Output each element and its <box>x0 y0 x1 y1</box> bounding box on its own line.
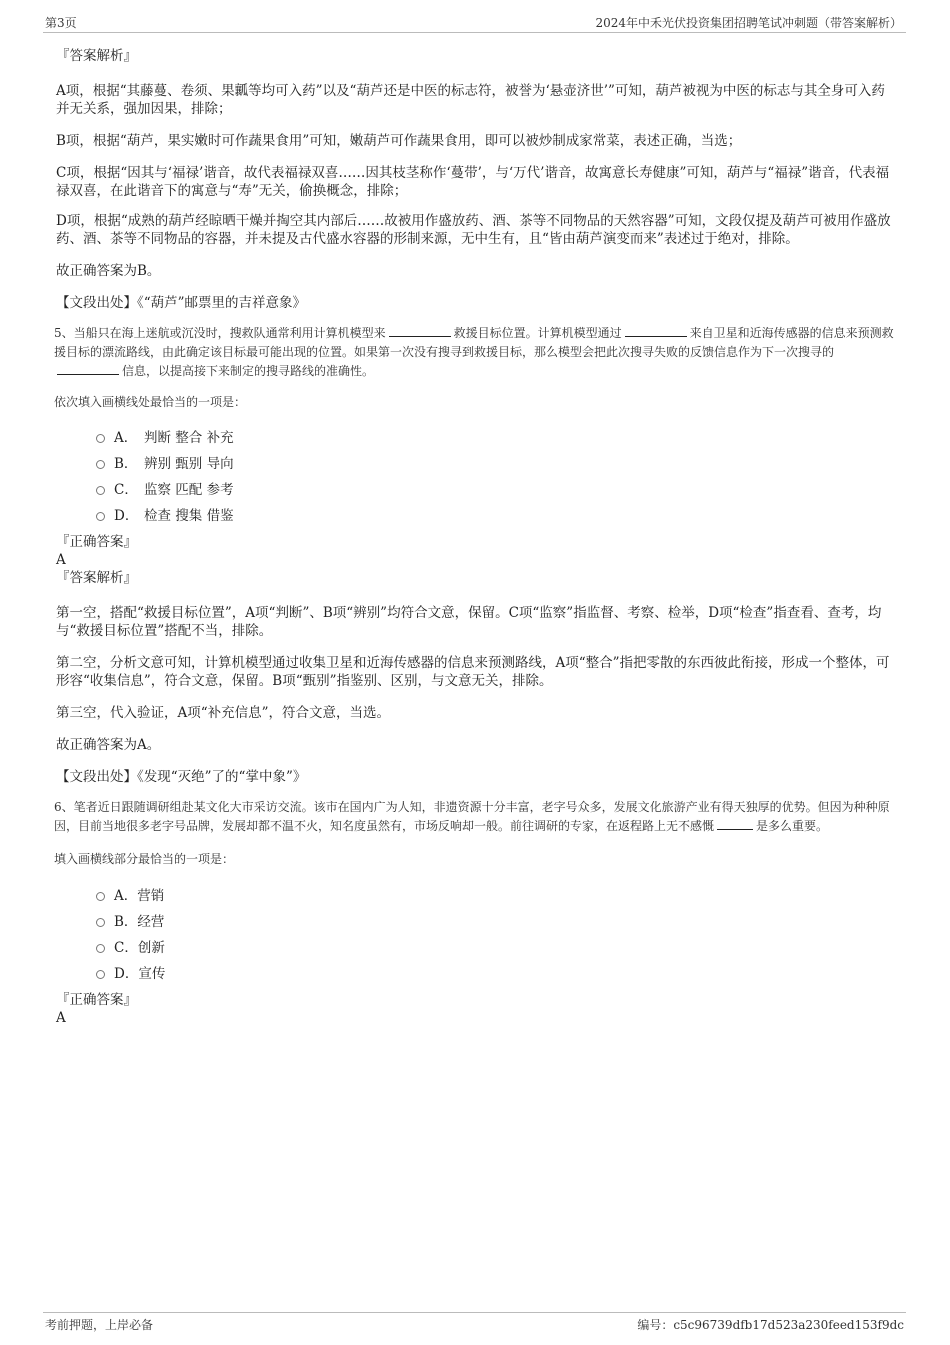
q6-option-b[interactable] <box>96 909 896 935</box>
option-text: 辨别 甄别 导向 <box>144 456 234 472</box>
q6-option-a[interactable] <box>96 883 896 909</box>
document-body <box>56 44 896 1027</box>
page-footer <box>43 1312 906 1333</box>
q5-blank-2 <box>625 324 687 337</box>
option-text: 判断 整合 补充 <box>144 430 234 446</box>
q5-stem-part-4: 信息，以提高接下来制定的搜寻路线的准确性。 <box>122 364 375 378</box>
option-letter: B． <box>114 456 138 472</box>
q6-blank <box>717 817 753 830</box>
page-number: 第3页 <box>45 16 77 30</box>
q5-analysis-3: 第三空，代入验证，A项“补充信息”，符合文意，当选。 <box>56 705 391 721</box>
q5-option-a[interactable] <box>96 425 896 451</box>
q6-option-d[interactable] <box>96 961 896 987</box>
q5-option-d[interactable] <box>96 503 896 529</box>
radio-icon[interactable] <box>96 486 105 495</box>
q5-stem-part-2: 救援目标位置。计算机模型通过 <box>453 326 622 340</box>
q6-answer: A <box>56 1010 66 1026</box>
q6-answer-tag: 『正确答案』 <box>56 992 137 1008</box>
option-text: 创新 <box>137 940 165 956</box>
radio-icon[interactable] <box>96 434 105 443</box>
q5-analysis-1: 第一空，搭配“救援目标位置”，A项“判断”、B项“辨别”均符合文意，保留。C项“监察”指监督、考察、检举，D项“检查”指查看、查考，均与“救援目标位置”搭配不当，排除。 <box>56 605 882 639</box>
option-text: 营销 <box>137 888 165 904</box>
q5-conclusion: 故正确答案为A。 <box>56 737 161 753</box>
option-letter: C． <box>114 482 138 498</box>
q4-analysis-b: B项，根据“葫芦，果实嫩时可作蔬果食用”可知，嫩葫芦可作蔬果食用，即可以被炒制成家常菜，表述正确，当选； <box>56 133 742 149</box>
q6-stem <box>54 798 896 836</box>
option-text: 经营 <box>137 914 165 930</box>
page-header <box>43 14 906 33</box>
option-letter: A． <box>114 888 138 904</box>
radio-icon[interactable] <box>96 918 105 927</box>
option-text: 检查 搜集 借鉴 <box>144 508 234 524</box>
q4-analysis-d: D项，根据“成熟的葫芦经晾晒干燥并掏空其内部后……故被用作盛放药、酒、茶等不同物品的天然容器”可知，文段仅提及葫芦可被用作盛放药、酒、茶等不同物品的容器，并未提及古代盛水容器的形制来源，无中生有，且“皆由葫芦演变而来”表述过于绝对，排除。 <box>56 213 891 247</box>
q5-stem <box>54 324 896 381</box>
q6-options <box>96 883 896 987</box>
q6-instruction: 填入画横线部分最恰当的一项是： <box>54 852 235 866</box>
radio-icon[interactable] <box>96 460 105 469</box>
footer-slogan: 考前押题，上岸必备 <box>45 1318 154 1332</box>
q4-analysis-c: C项，根据“因其与‘福禄’谐音，故代表福禄双喜……因其枝茎称作‘蔓带’，与‘万代’谐音，故寓意长寿健康”可知，葫芦与“福禄”谐音，代表福禄双喜，在此谐音下的寓意与“寿”无关，偷换概念，排除； <box>56 165 890 199</box>
document-serial: 编号：c5c96739dfb17d523a230feed153f9dc <box>637 1318 904 1332</box>
q5-options <box>96 425 896 529</box>
q4-analysis-tag: 『答案解析』 <box>56 48 137 64</box>
q4-analysis-a: A项，根据“其藤蔓、卷须、果瓤等均可入药”以及“葫芦还是中医的标志符，被誉为‘悬壶济世’”可知，葫芦被视为中医的标志与其全身可入药并无关系，强加因果，排除； <box>56 83 885 117</box>
q5-stem-part-1: 5、当船只在海上迷航或沉没时，搜救队通常利用计算机模型来 <box>54 326 386 340</box>
option-text: 监察 匹配 参考 <box>144 482 234 498</box>
q5-option-b[interactable] <box>96 451 896 477</box>
q6-option-c[interactable] <box>96 935 896 961</box>
radio-icon[interactable] <box>96 970 105 979</box>
option-letter: A． <box>114 430 138 446</box>
option-text: 宣传 <box>138 966 166 982</box>
option-letter: D． <box>114 508 139 524</box>
radio-icon[interactable] <box>96 944 105 953</box>
q5-instruction: 依次填入画横线处最恰当的一项是： <box>54 395 247 409</box>
q5-answer-tag: 『正确答案』 <box>56 534 137 550</box>
q4-conclusion: 故正确答案为B。 <box>56 263 161 279</box>
radio-icon[interactable] <box>96 512 105 521</box>
q5-source: 【文段出处】《发现“灭绝”了的“掌中象”》 <box>56 769 307 785</box>
q5-stem-part-3: 来自卫星和近海传感器的信息来预测救援目标的漂流路线，由此确定该目标最可能出现的位置。如果第一次没有搜寻到救援目标，那么模型会把此次搜寻失败的反馈信息作为下一次搜寻的 <box>54 326 894 359</box>
radio-icon[interactable] <box>96 892 105 901</box>
q5-option-c[interactable] <box>96 477 896 503</box>
q5-answer: A <box>56 552 66 568</box>
option-letter: D． <box>114 966 139 982</box>
q5-blank-1 <box>389 324 451 337</box>
q4-source: 【文段出处】《“葫芦”邮票里的吉祥意象》 <box>56 295 307 311</box>
q6-stem-part-2: 是多么重要。 <box>756 819 829 833</box>
q6-stem-part-1: 6、笔者近日跟随调研组赴某文化大市采访交流。该市在国内广为人知，非遗资源十分丰富，老字号众多，发展文化旅游产业有得天独厚的优势。但因为种种原因，目前当地很多老字号品牌，发展却都不温不火，知名度虽然有，市场反响却一般。前往调研的专家，在返程路上无不感慨 <box>54 800 890 833</box>
q5-analysis-2: 第二空，分析文意可知，计算机模型通过收集卫星和近海传感器的信息来预测路线，A项“整合”指把零散的东西彼此衔接，形成一个整体，可形容“收集信息”，符合文意，保留。B项“甄别”指鉴别、区别，与文意无关，排除。 <box>56 655 890 689</box>
option-letter: C． <box>114 940 138 956</box>
q5-blank-3 <box>57 362 119 375</box>
q5-analysis-tag: 『答案解析』 <box>56 570 137 586</box>
option-letter: B． <box>114 914 138 930</box>
document-title: 2024年中禾光伏投资集团招聘笔试冲刺题（带答案解析） <box>595 16 902 30</box>
